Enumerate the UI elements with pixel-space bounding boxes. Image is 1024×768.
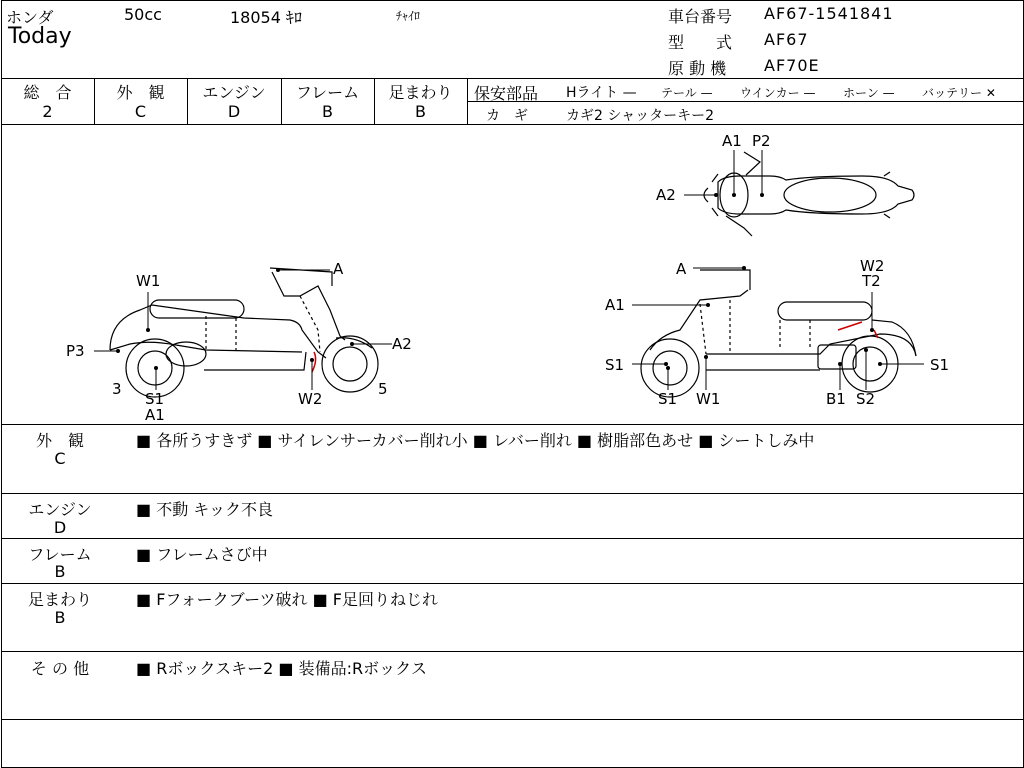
safety-label: 保安部品 — [474, 84, 539, 103]
diagram-label: P3 — [66, 342, 85, 360]
damage-mark-left — [312, 352, 316, 372]
remark-grade: C — [54, 449, 66, 468]
diagram-label: 5 — [378, 380, 388, 398]
grade-label: 総 合 — [23, 83, 72, 102]
remark-text: ■ Rボックスキー2 ■ 装備品:Rボックス — [136, 659, 427, 678]
diagram-label: A — [333, 260, 344, 278]
diagram-label: S1 — [145, 390, 165, 408]
diagram-label: B1 — [826, 390, 846, 408]
remark-label: エンジン — [28, 500, 92, 519]
diagram-label: P2 — [752, 132, 771, 150]
diagram-label: T2 — [862, 272, 881, 290]
diagram-label: W2 — [860, 257, 885, 275]
remark-label: フレーム — [28, 545, 92, 564]
diagram-label: A1 — [722, 132, 742, 150]
model-name: Today — [8, 24, 72, 49]
diagram-label: A1 — [145, 406, 165, 424]
grade-label: エンジン — [202, 83, 266, 102]
remark-label: そ の 他 — [30, 659, 90, 678]
diagram-label: A2 — [656, 186, 676, 204]
type-value: AF67 — [764, 30, 809, 49]
chassis-value: AF67-1541841 — [764, 4, 894, 23]
keys-label: カ ギ — [486, 108, 528, 124]
remark-text: ■ Fフォークブーツ破れ ■ F足回りねじれ — [136, 590, 438, 609]
engine-value: AF70E — [764, 56, 820, 75]
remark-grade: B — [54, 608, 66, 627]
grade-label: 足まわり — [388, 83, 453, 102]
keys-value: カギ2 シャッターキー2 — [566, 108, 714, 124]
diagram-label: A — [676, 260, 687, 278]
remark-grade: D — [53, 518, 67, 537]
remark-label: 外 観 — [35, 431, 84, 450]
diagram-label: A2 — [392, 335, 412, 353]
grade-value: B — [415, 102, 426, 121]
safety-item-battery: バッテリー ✕ — [922, 86, 996, 100]
scooter-diagram — [0, 125, 1024, 425]
damage-mark-right — [838, 322, 862, 330]
remark-text: ■ 不動 キック不良 — [136, 500, 273, 519]
type-label: 型 式 — [668, 33, 733, 52]
diagram-label: A1 — [605, 296, 625, 314]
safety-item-tail: テール — — [661, 86, 713, 100]
remark-label: 足まわり — [27, 590, 92, 609]
remark-text: ■ 各所うすきず ■ サイレンサーカバー削れ小 ■ レバー削れ ■ 樹脂部色あせ ■ シートしみ中 — [136, 431, 815, 450]
grade-label: フレーム — [295, 83, 360, 102]
diagram-label: W2 — [298, 390, 323, 408]
remark-grade: B — [54, 562, 66, 581]
displacement: 50cc — [124, 5, 162, 24]
diagram-label: S1 — [605, 356, 625, 374]
safety-item-horn: ホーン — — [843, 86, 895, 100]
diagram-label: W1 — [136, 272, 161, 290]
safety-item-winker: ウインカー — — [740, 86, 816, 100]
diagram-label: S1 — [658, 390, 678, 408]
diagram-label: S1 — [930, 356, 950, 374]
diagram-label: 3 — [112, 380, 122, 398]
grade-value: C — [134, 102, 147, 121]
grade-value: D — [227, 102, 241, 121]
grade-label: 外 観 — [116, 83, 165, 102]
grade-value: B — [322, 102, 333, 121]
chassis-label: 車台番号 — [668, 7, 733, 26]
color: ﾁｬｲﾛ — [396, 9, 421, 23]
grade-value: 2 — [42, 102, 53, 121]
safety-item-headlight: Hライト — — [566, 85, 637, 101]
engine-label: 原 動 機 — [668, 59, 727, 78]
diagram-label: W1 — [696, 390, 721, 408]
diagram-label: S2 — [856, 390, 876, 408]
mileage: 18054 ｷﾛ — [230, 8, 302, 27]
maker: ホンダ — [6, 8, 54, 27]
remark-text: ■ フレームさび中 — [136, 545, 268, 564]
